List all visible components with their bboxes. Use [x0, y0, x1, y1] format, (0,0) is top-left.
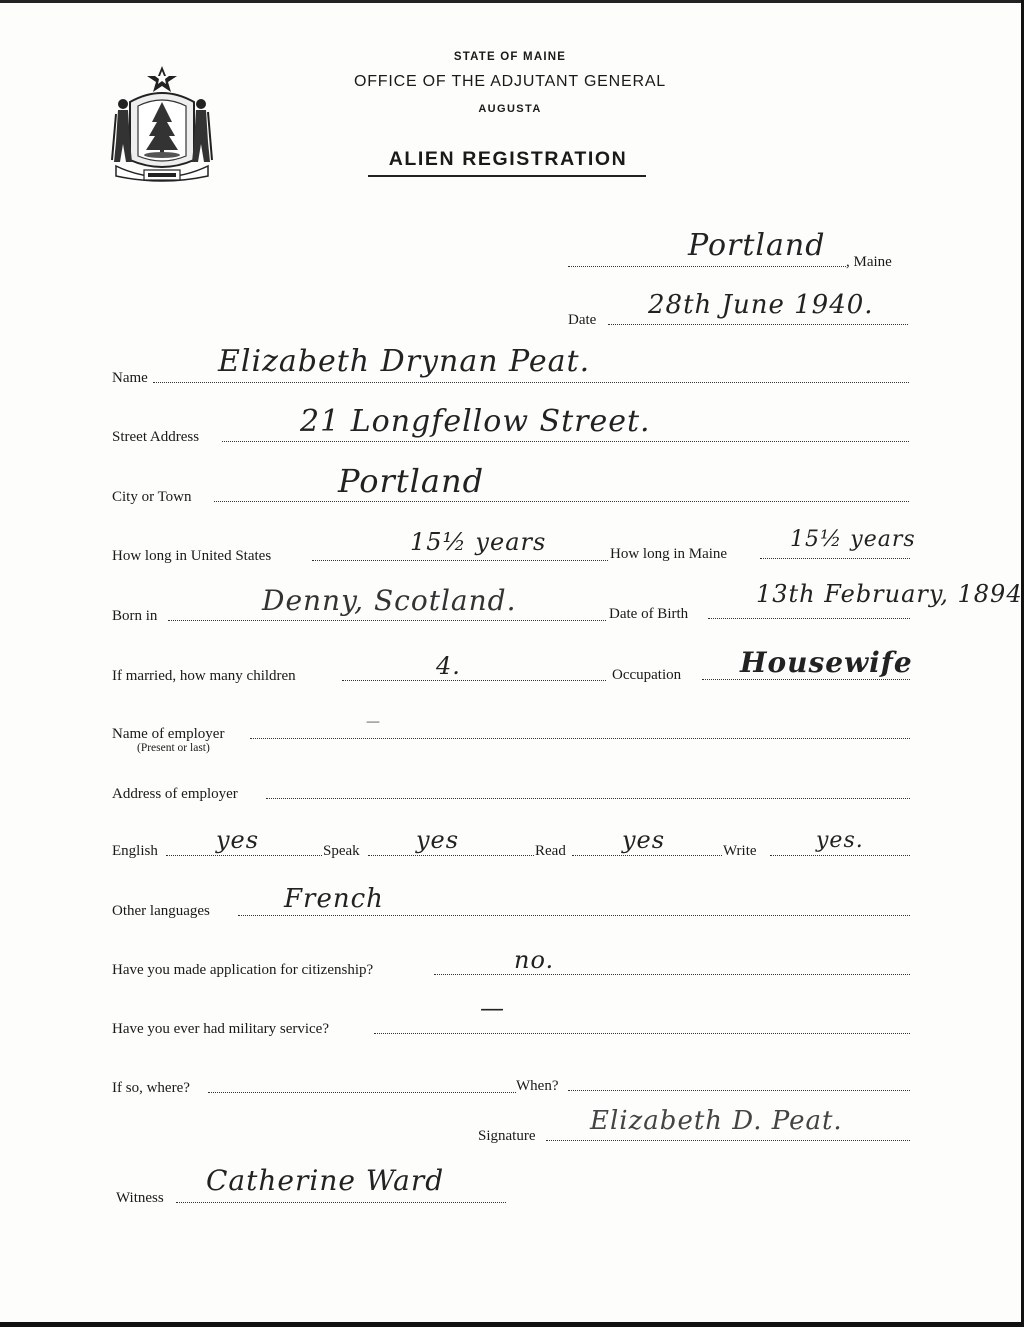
born-in-line [168, 620, 606, 621]
date-of-birth-value: 13th February, 1894 [756, 580, 1023, 608]
city-label: City or Town [112, 489, 192, 505]
read-line [572, 855, 722, 856]
children-label: If married, how many children [112, 668, 296, 684]
street-address-line [222, 441, 909, 442]
signature-label: Signature [478, 1128, 536, 1144]
date-value: 28th June 1940. [648, 290, 874, 320]
street-address-value: 21 Longfellow Street. [300, 404, 651, 439]
other-languages-label: Other languages [112, 903, 210, 919]
employer-name-sublabel: (Present or last) [137, 742, 210, 754]
read-value: yes [622, 826, 666, 854]
state-suffix-label: , Maine [846, 254, 892, 270]
name-line [153, 382, 909, 383]
place-value: Portland [688, 228, 826, 263]
witness-line [176, 1202, 506, 1203]
write-label: Write [723, 843, 757, 859]
citizenship-value: no. [514, 946, 555, 974]
employer-name-label: Name of employer [112, 726, 225, 742]
when-line [568, 1090, 910, 1091]
born-in-label: Born in [112, 608, 158, 624]
witness-value: Catherine Ward [206, 1164, 445, 1197]
signature-value: Elizabeth D. Peat. [590, 1106, 843, 1136]
employer-name-value: — [366, 714, 381, 730]
english-value: yes [216, 826, 260, 854]
how-long-us-value: 15½ years [410, 528, 547, 556]
employer-address-line [266, 798, 910, 799]
date-line [608, 324, 908, 325]
write-line [770, 855, 910, 856]
occupation-value: Housewife [740, 646, 913, 679]
children-line [342, 680, 606, 681]
maine-state-seal-icon [108, 62, 216, 188]
speak-label: Speak [323, 843, 360, 859]
how-long-us-label: How long in United States [112, 548, 272, 564]
city-line [214, 501, 909, 502]
occupation-line [702, 679, 910, 680]
write-value: yes. [816, 828, 864, 853]
citizenship-label: Have you made application for citizenship? [112, 962, 374, 978]
children-value: 4. [436, 652, 461, 680]
when-label: When? [516, 1078, 559, 1094]
if-so-where-label: If so, where? [112, 1080, 190, 1096]
name-value: Elizabeth Drynan Peat. [218, 344, 591, 379]
date-label: Date [568, 312, 597, 328]
military-label: Have you ever had military service? [112, 1021, 329, 1037]
how-long-maine-line [760, 558, 910, 559]
street-address-label: Street Address [112, 429, 200, 445]
witness-label: Witness [116, 1190, 164, 1206]
other-languages-value: French [284, 884, 384, 914]
header-state: STATE OF MAINE [453, 51, 567, 63]
header-city: AUGUSTA [478, 103, 542, 115]
speak-line [368, 855, 534, 856]
title-underline [368, 175, 646, 177]
place-line [568, 266, 846, 267]
speak-value: yes [416, 826, 460, 854]
header-office: OFFICE OF THE ADJUTANT GENERAL [353, 73, 667, 90]
other-languages-line [238, 915, 910, 916]
how-long-maine-label: How long in Maine [610, 546, 728, 562]
citizenship-line [434, 974, 910, 975]
scan-edge-top [0, 0, 1024, 3]
signature-line [546, 1140, 910, 1141]
date-of-birth-line [708, 618, 910, 619]
date-of-birth-label: Date of Birth [609, 606, 689, 622]
form-title: ALIEN REGISTRATION [388, 148, 628, 170]
occupation-label: Occupation [612, 667, 682, 683]
born-in-value: Denny, Scotland. [262, 584, 517, 617]
employer-name-line [250, 738, 910, 739]
read-label: Read [535, 843, 566, 859]
city-value: Portland [338, 462, 485, 500]
name-label: Name [112, 370, 148, 386]
how-long-us-line [312, 560, 608, 561]
how-long-maine-value: 15½ years [790, 527, 916, 552]
english-label: English [112, 843, 158, 859]
scan-edge-bottom [0, 1322, 1024, 1327]
if-so-where-line [208, 1092, 516, 1093]
military-value: — [480, 994, 505, 1022]
english-line [166, 855, 322, 856]
military-line [374, 1033, 910, 1034]
employer-address-label: Address of employer [112, 786, 238, 802]
